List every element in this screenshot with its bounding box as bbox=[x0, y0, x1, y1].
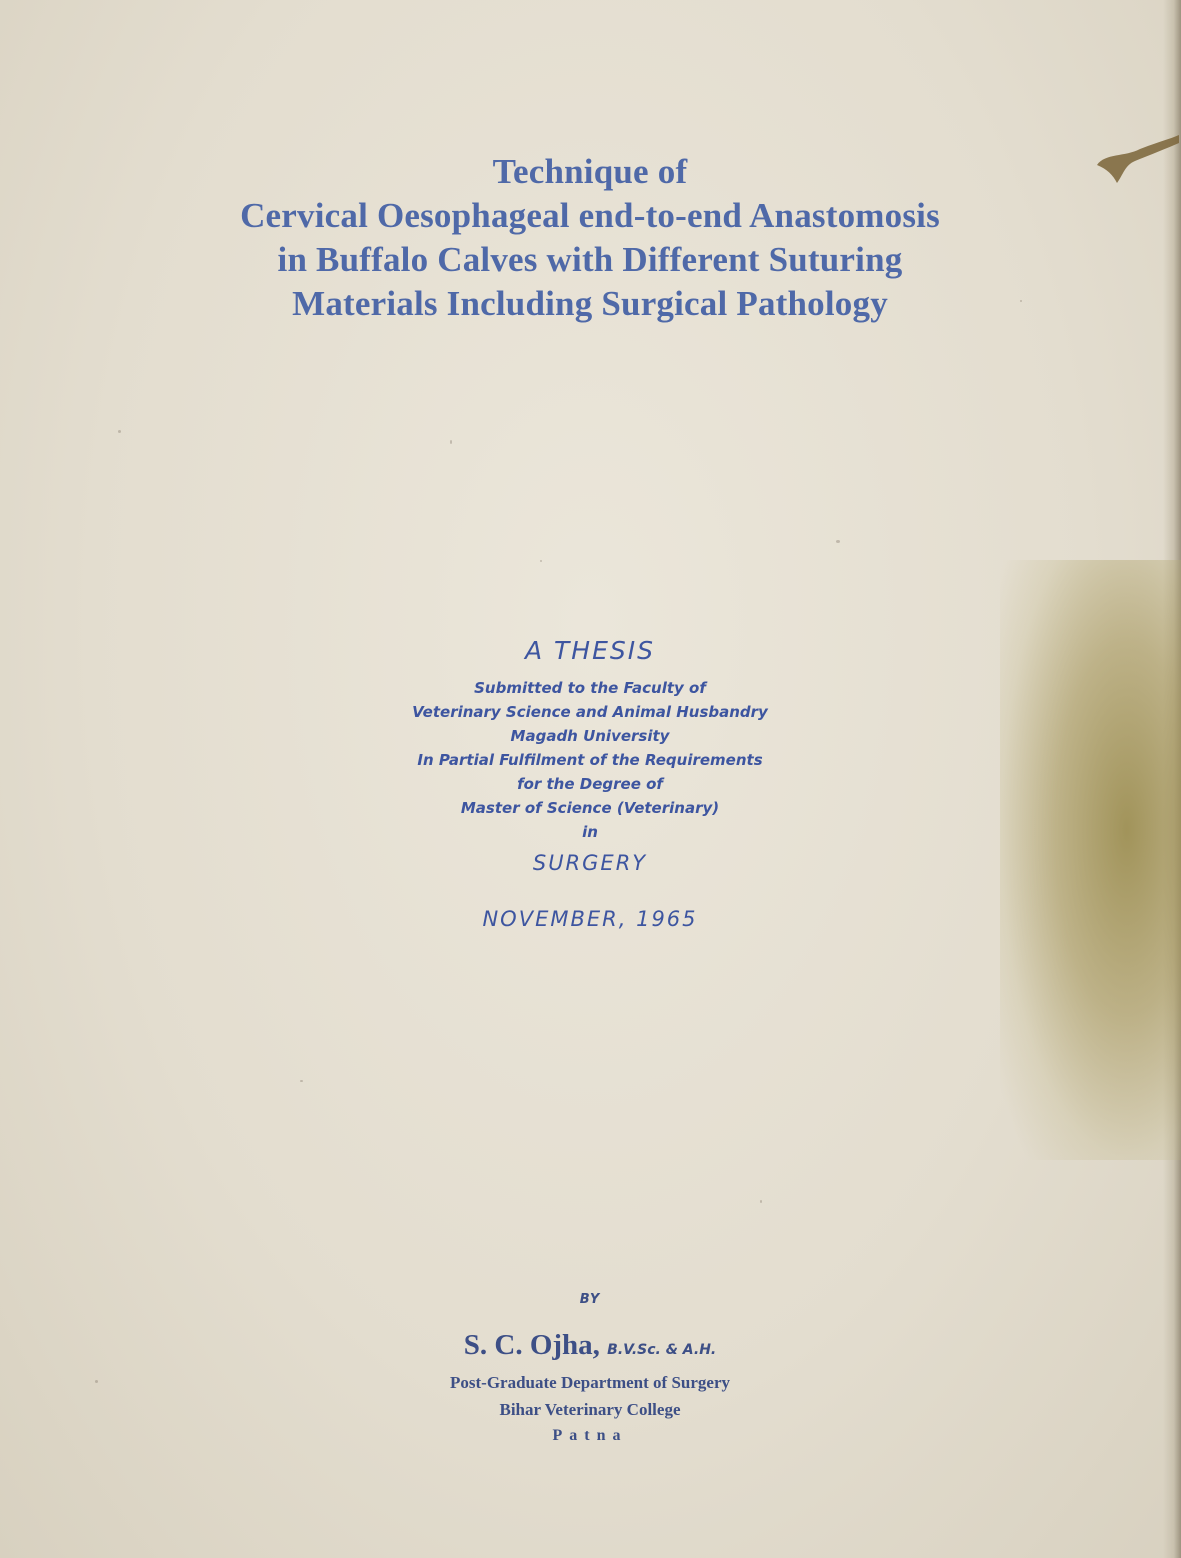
water-stain bbox=[1000, 560, 1181, 1160]
paper-speckle bbox=[760, 1200, 762, 1203]
by-label: BY bbox=[579, 1292, 601, 1307]
title-line: Technique of bbox=[492, 152, 688, 191]
submission-date: NOVEMBER, 1965 bbox=[482, 907, 698, 931]
author-name: S. C. Ojha, bbox=[463, 1329, 600, 1361]
author-institution: Bihar Veterinary College bbox=[499, 1400, 681, 1419]
degree-subject: SURGERY bbox=[532, 851, 648, 875]
author-department: Post-Graduate Department of Surgery bbox=[450, 1373, 730, 1392]
paper-speckle bbox=[836, 540, 840, 543]
paper-speckle bbox=[118, 430, 121, 433]
paper-speckle bbox=[540, 560, 542, 562]
author-degree: B.V.Sc. & A.H. bbox=[607, 1342, 717, 1358]
thesis-label: A THESIS bbox=[524, 636, 656, 665]
paper-speckle bbox=[450, 440, 452, 444]
submission-line: In Partial Fulfilment of the Requirements bbox=[417, 751, 763, 769]
author-place: Patna bbox=[552, 1427, 628, 1444]
submission-line: Master of Science (Veterinary) bbox=[460, 799, 720, 817]
paper-speckle bbox=[300, 1080, 303, 1082]
title-line: in Buffalo Calves with Different Suturing bbox=[277, 240, 903, 279]
submission-line: for the Degree of bbox=[517, 775, 663, 793]
title-line: Materials Including Surgical Pathology bbox=[292, 284, 888, 323]
submission-line: in bbox=[582, 823, 598, 841]
submission-statement bbox=[240, 632, 940, 936]
author-block bbox=[280, 1288, 900, 1449]
submission-line: Submitted to the Faculty of bbox=[474, 679, 706, 697]
submission-line: Veterinary Science and Animal Husbandry bbox=[412, 703, 768, 721]
title-line: Cervical Oesophageal end-to-end Anastomosis bbox=[240, 196, 940, 235]
paper-speckle bbox=[95, 1380, 98, 1383]
author-line bbox=[280, 1326, 900, 1369]
thesis-title bbox=[60, 150, 1120, 326]
submission-line: Magadh University bbox=[510, 727, 670, 745]
